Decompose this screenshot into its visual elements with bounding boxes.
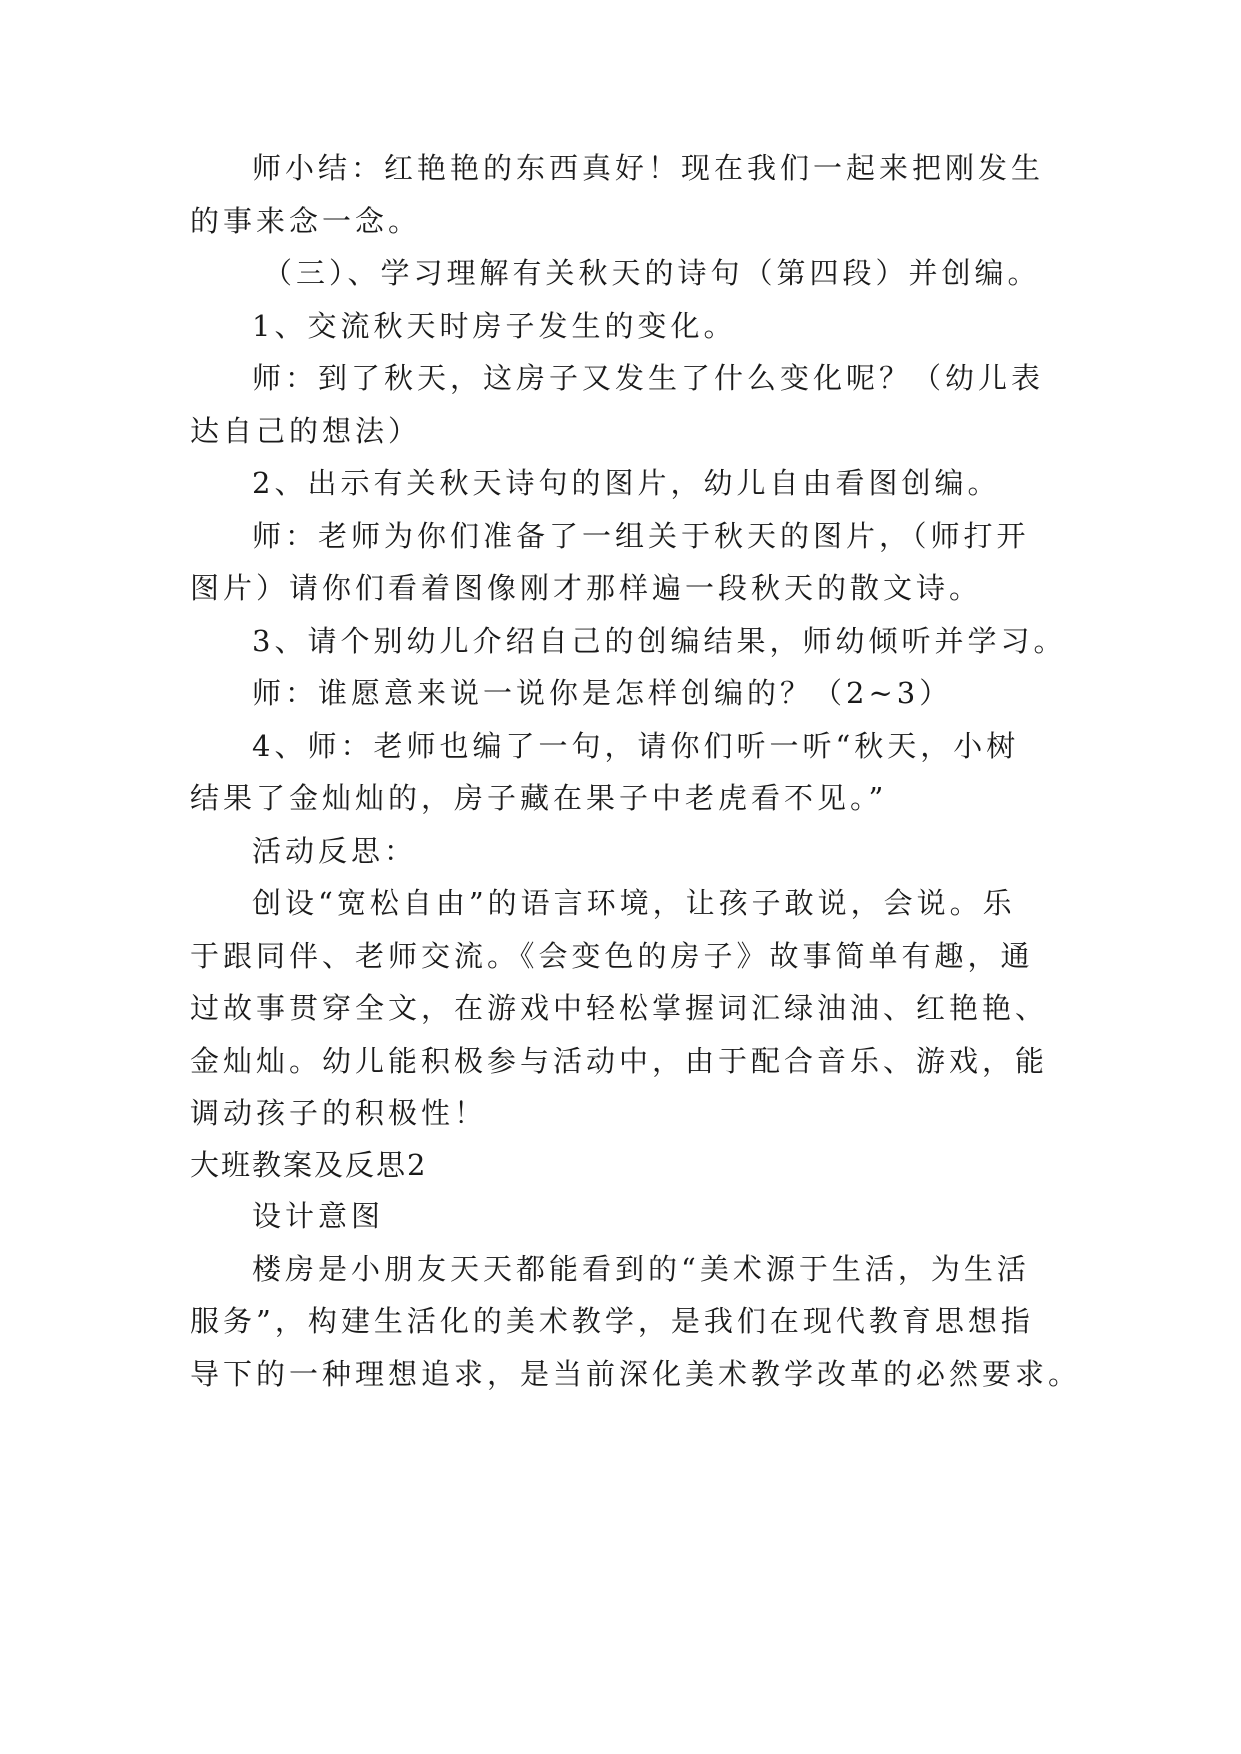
paragraph-line: 调动孩子的积极性！ [190,1096,488,1130]
paragraph-line: 过故事贯穿全文，在游戏中轻松掌握词汇绿油油、红艳艳、 [190,991,1049,1025]
paragraph-line: 结果了金灿灿的，房子藏在果子中老虎看不见。” [190,781,888,815]
list-item: 2、出示有关秋天诗句的图片，幼儿自由看图创编。 [252,466,1001,500]
paragraph-line: 师：到了秋天，这房子又发生了什么变化呢？（幼儿表 [252,361,1045,395]
paragraph-line: 服务”，构建生活化的美术教学，是我们在现代教育思想指 [190,1304,1034,1338]
paragraph-line: 师：谁愿意来说一说你是怎样创编的？（2~3） [252,676,953,710]
document-heading: 大班教案及反思2 [190,1148,428,1182]
paragraph-line: 创设“宽松自由”的语言环境，让孩子敢说，会说。乐 [252,886,1016,920]
paragraph-line: 图片）请你们看着图像刚才那样遍一段秋天的散文诗。 [190,571,983,605]
list-item: 4、师：老师也编了一句，请你们听一听“秋天，小树 [252,729,1020,763]
section-heading: （三）、学习理解有关秋天的诗句（第四段）并创编。 [263,256,1041,290]
subheading: 活动反思： [252,834,418,868]
paragraph-line: 金灿灿。幼儿能积极参与活动中，由于配合音乐、游戏，能 [190,1044,1049,1078]
paragraph-line: 于跟同伴、老师交流。《会变色的房子》故事简单有趣，通 [190,939,1034,973]
list-item: 1、交流秋天时房子发生的变化。 [252,309,737,343]
paragraph-line: 师小结：红艳艳的东西真好！现在我们一起来把刚发生 [252,151,1045,185]
paragraph-line: 楼房是小朋友天天都能看到的“美术源于生活，为生活 [252,1252,1030,1286]
paragraph-line: 导下的一种理想追求，是当前深化美术教学改革的必然要求。 [190,1357,1082,1391]
subheading: 设计意图 [252,1199,385,1233]
paragraph-line: 达自己的想法） [190,414,422,448]
list-item: 3、请个别幼儿介绍自己的创编结果，师幼倾听并学习。 [252,624,1067,658]
paragraph-line: 师：老师为你们准备了一组关于秋天的图片，（师打开 [252,519,1030,553]
paragraph-line: 的事来念一念。 [190,204,422,238]
